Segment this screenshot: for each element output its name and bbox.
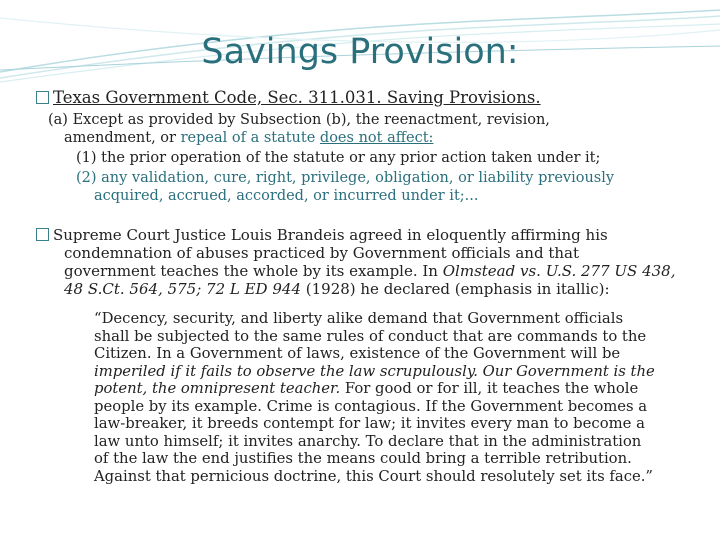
brandeis-line-3: government teaches the whole by its example. In Olmstead vs. U.S. 277 US 438, (64, 262, 676, 280)
texas-code-heading: Texas Government Code, Sec. 311.031. Saving Provisions. (53, 88, 541, 107)
quote-line: potent, the omnipresent teacher. For good or for ill, it teaches the whole (94, 380, 639, 397)
quote-line: Citizen. In a Government of laws, existence of the Government will be (94, 345, 621, 362)
bullet-brandeis: Supreme Court Justice Louis Brandeis agreed in eloquently affirming his (36, 226, 608, 244)
quote-line: Against that pernicious doctrine, this Court should resolutely set its face.” (94, 467, 654, 485)
quote-line: “Decency, security, and liberty alike demand that Government officials (94, 310, 624, 327)
item-2-continued: acquired, accrued, accorded, or incurred under it;... (94, 188, 479, 204)
case-citation-continued: 48 S.Ct. 564, 575; 72 L ED 944 (64, 280, 301, 298)
square-bullet-icon (36, 91, 49, 104)
repeal-phrase: repeal of a statute (180, 130, 320, 146)
quote-line: law unto himself; it invites anarchy. To declare that in the administration (94, 432, 642, 450)
case-citation: Olmstead vs. U.S. 277 US 438, (442, 262, 676, 280)
brandeis-line-4: 48 S.Ct. 564, 575; 72 L ED 944 (1928) he declared (emphasis in itallic): (64, 280, 610, 298)
bullet-texas-code (36, 88, 541, 107)
does-not-affect-phrase: does not affect: (319, 130, 434, 146)
quote-line-italic: imperiled if it fails to observe the law scrupulously. Our Government is the (94, 362, 655, 380)
subsection-a-line-2: amendment, or repeal of a statute does not affect: (64, 130, 434, 146)
quote-line: law-breaker, it breeds contempt for law; it invites every man to become a (94, 415, 645, 432)
brandeis-line-2: condemnation of abuses practiced by Government officials and that (64, 244, 579, 262)
item-2: (2) any validation, cure, right, privilege, obligation, or liability previously (76, 170, 615, 186)
item-1: (1) the prior operation of the statute or any prior action taken under it; (76, 150, 601, 166)
subsection-a-line: (a) Except as provided by Subsection (b), the reenactment, revision, (48, 112, 550, 128)
slide-title: Savings Provision: (201, 32, 519, 72)
square-bullet-icon (36, 228, 49, 241)
quote-line: of the law the end justifies the means could bring a terrible retribution. (94, 450, 632, 467)
quote-line: shall be subjected to the same rules of conduct that are commands to the (94, 327, 647, 345)
quote-line: people by its example. Crime is contagious. If the Government becomes a (94, 397, 648, 415)
